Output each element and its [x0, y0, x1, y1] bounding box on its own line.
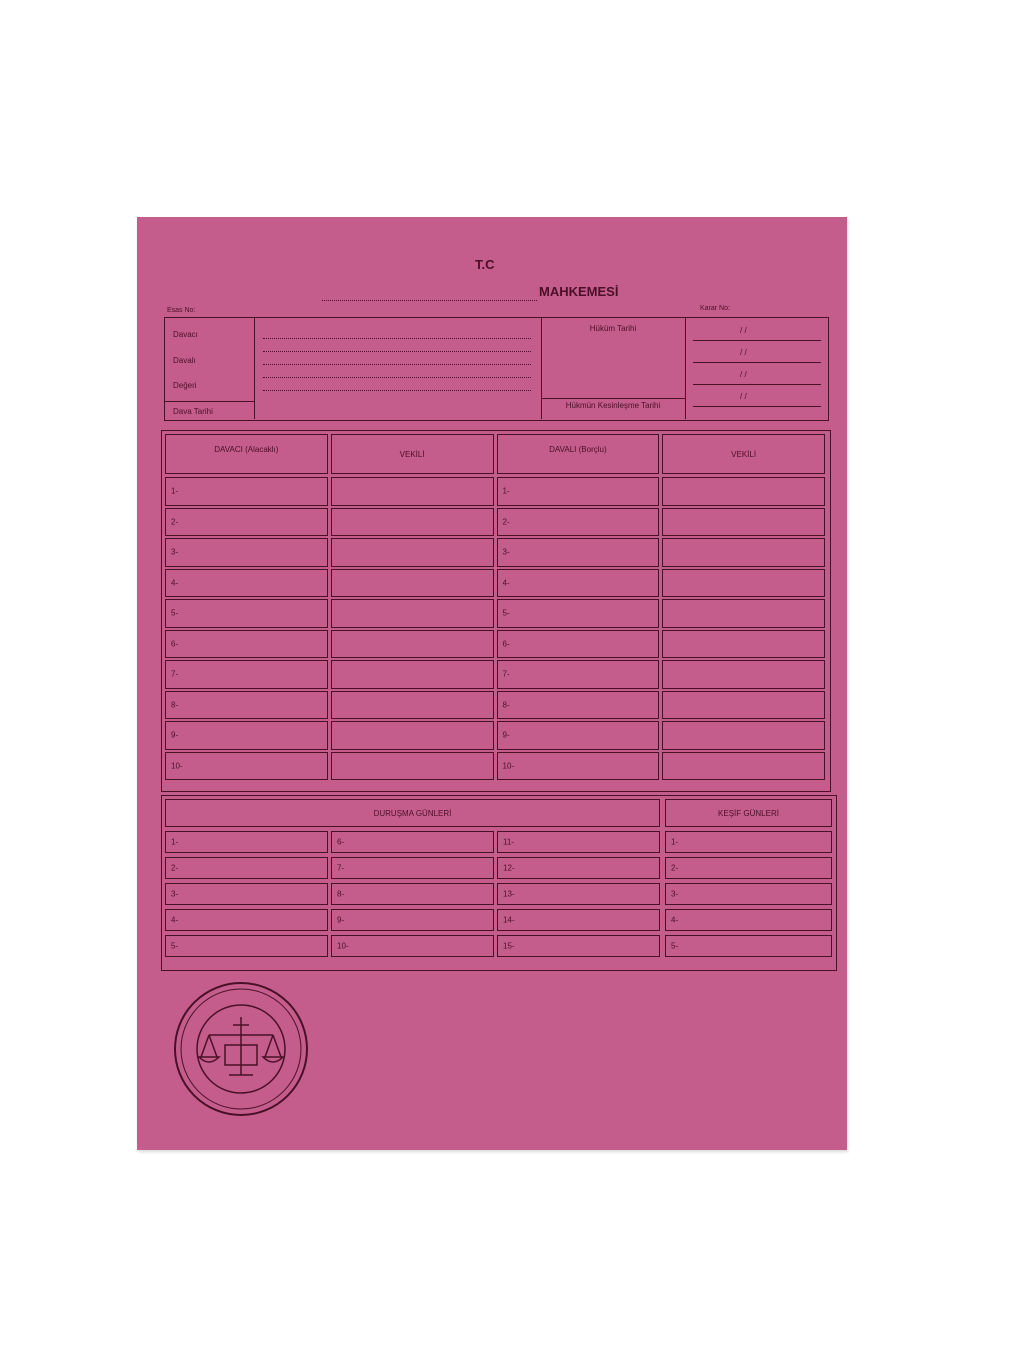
hearing-number: 8-	[337, 889, 345, 899]
hearing-cell	[331, 935, 494, 957]
hearing-cell	[331, 909, 494, 931]
header-davaci: DAVACI (Alacaklı)	[214, 445, 279, 454]
party-cell	[497, 538, 660, 567]
header-davali: DAVALI (Borçlu)	[549, 445, 607, 454]
hearing-cell	[165, 935, 328, 957]
party-cell	[497, 569, 660, 598]
date-mark-4: / /	[740, 392, 747, 401]
hearing-number: 13-	[503, 889, 515, 899]
country-title: T.C	[475, 257, 495, 272]
hearing-number: 6-	[337, 837, 345, 847]
hearing-number: 11-	[503, 837, 514, 847]
hearing-number: 15-	[503, 941, 515, 951]
party-number: 10-	[171, 761, 183, 771]
hearing-number: 5-	[171, 941, 179, 951]
party-cell	[165, 752, 328, 781]
party-cell	[662, 477, 825, 506]
party-cell	[497, 721, 660, 750]
party-cell	[662, 630, 825, 659]
party-cell	[165, 508, 328, 537]
kesif-cell	[665, 831, 832, 853]
party-number: 8-	[171, 700, 179, 710]
kesif-number: 2-	[671, 863, 679, 873]
party-number: 8-	[502, 700, 510, 710]
party-row	[165, 691, 825, 720]
party-cell	[165, 630, 328, 659]
party-cell	[497, 691, 660, 720]
party-number: 9-	[502, 730, 510, 740]
kesif-row	[665, 883, 832, 905]
hearing-cell	[497, 857, 660, 879]
kesif-number: 5-	[671, 941, 679, 951]
party-cell	[662, 538, 825, 567]
party-number: 5-	[502, 608, 510, 618]
party-number: 2-	[502, 517, 510, 527]
hearing-number: 12-	[503, 863, 515, 873]
party-cell	[331, 538, 494, 567]
party-row	[165, 752, 825, 781]
hearing-cell	[165, 909, 328, 931]
kesif-number: 4-	[671, 915, 679, 925]
party-number: 3-	[502, 547, 510, 557]
hearing-cell	[497, 935, 660, 957]
kesif-number: 3-	[671, 889, 679, 899]
party-row	[165, 660, 825, 689]
party-cell	[497, 477, 660, 506]
hearings-table	[161, 795, 837, 971]
hearing-row	[165, 909, 660, 931]
hearing-number: 1-	[171, 837, 179, 847]
party-number: 1-	[171, 486, 179, 496]
party-row	[165, 599, 825, 628]
header-davaci-vekili: VEKİLİ	[399, 450, 425, 459]
case-info-box	[164, 317, 829, 421]
party-cell	[662, 660, 825, 689]
party-cell	[331, 660, 494, 689]
karar-no-label: Karar No:	[700, 305, 730, 312]
party-cell	[165, 477, 328, 506]
party-cell	[165, 691, 328, 720]
hearing-cell	[497, 883, 660, 905]
hearing-cell	[331, 883, 494, 905]
field-davali: Davalı	[173, 356, 196, 365]
party-cell	[331, 477, 494, 506]
hearing-row	[165, 883, 660, 905]
hearing-cell	[331, 857, 494, 879]
date-mark-1: / /	[740, 326, 747, 335]
hearing-row	[165, 857, 660, 879]
party-row	[165, 721, 825, 750]
party-row	[165, 477, 825, 506]
kesif-row	[665, 935, 832, 957]
date-mark-3: / /	[740, 370, 747, 379]
header-davali-vekili: VEKİLİ	[731, 450, 757, 459]
party-cell	[331, 691, 494, 720]
party-cell	[662, 691, 825, 720]
party-cell	[497, 508, 660, 537]
kesif-cell	[665, 857, 832, 879]
hearing-cell	[165, 883, 328, 905]
party-cell	[331, 752, 494, 781]
hearing-number: 9-	[337, 915, 345, 925]
hearing-cell	[165, 831, 328, 853]
parties-table	[161, 430, 831, 792]
field-dava-tarihi: Dava Tarihi	[173, 407, 213, 416]
hearing-number: 3-	[171, 889, 179, 899]
party-cell	[165, 569, 328, 598]
kesif-row	[665, 857, 832, 879]
hearing-cell	[331, 831, 494, 853]
hearing-cell	[165, 857, 328, 879]
scales-of-justice-icon	[199, 1017, 283, 1075]
party-cell	[497, 752, 660, 781]
kesif-row	[665, 909, 832, 931]
kesif-cell	[665, 909, 832, 931]
case-file-cover	[137, 217, 847, 1150]
party-number: 6-	[502, 639, 510, 649]
court-title: MAHKEMESİ	[539, 284, 619, 299]
party-cell	[662, 508, 825, 537]
party-cell	[497, 660, 660, 689]
kesif-cell	[665, 935, 832, 957]
party-row	[165, 508, 825, 537]
kesif-number: 1-	[671, 837, 679, 847]
party-cell	[165, 538, 328, 567]
kesif-row	[665, 831, 832, 853]
party-number: 10-	[502, 761, 515, 771]
party-cell	[165, 721, 328, 750]
hearing-number: 14-	[503, 915, 515, 925]
party-row	[165, 569, 825, 598]
party-cell	[662, 599, 825, 628]
court-seal	[171, 979, 311, 1119]
hearings-title: DURUŞMA GÜNLERİ	[373, 809, 452, 818]
date-mark-2: / /	[740, 348, 747, 357]
party-cell	[497, 630, 660, 659]
party-number: 6-	[171, 639, 179, 649]
kesinlesme-label: Hükmün Kesinleşme Tarihi	[565, 401, 661, 410]
party-number: 5-	[171, 608, 179, 618]
party-number: 3-	[171, 547, 179, 557]
party-cell	[331, 508, 494, 537]
hearing-cell	[497, 909, 660, 931]
field-davaci: Davacı	[173, 330, 198, 339]
hearing-row	[165, 935, 660, 957]
parties-header-row	[165, 434, 825, 474]
party-cell	[165, 599, 328, 628]
party-cell	[662, 569, 825, 598]
party-cell	[331, 569, 494, 598]
party-number: 4-	[502, 578, 510, 588]
party-number: 1-	[502, 486, 510, 496]
karar-tarihi-label: Hüküm Tarihi	[589, 324, 637, 333]
party-number: 7-	[502, 669, 510, 679]
party-cell	[331, 721, 494, 750]
party-cell	[497, 599, 660, 628]
esas-no-label: Esas No:	[167, 307, 196, 314]
kesif-cell	[665, 883, 832, 905]
party-row	[165, 538, 825, 567]
party-number: 4-	[171, 578, 179, 588]
party-number: 2-	[171, 517, 179, 527]
party-cell	[331, 630, 494, 659]
party-cell	[331, 599, 494, 628]
hearing-number: 4-	[171, 915, 179, 925]
hearing-cell	[497, 831, 660, 853]
hearing-number: 2-	[171, 863, 179, 873]
party-number: 9-	[171, 730, 179, 740]
hearing-row	[165, 831, 660, 853]
party-cell	[165, 660, 328, 689]
hearing-number: 10-	[337, 941, 349, 951]
hearing-number: 7-	[337, 863, 345, 873]
kesif-title: KEŞİF GÜNLERİ	[718, 809, 779, 818]
party-row	[165, 630, 825, 659]
party-cell	[662, 752, 825, 781]
party-cell	[662, 721, 825, 750]
field-degeri: Değeri	[173, 381, 197, 390]
party-number: 7-	[171, 669, 179, 679]
